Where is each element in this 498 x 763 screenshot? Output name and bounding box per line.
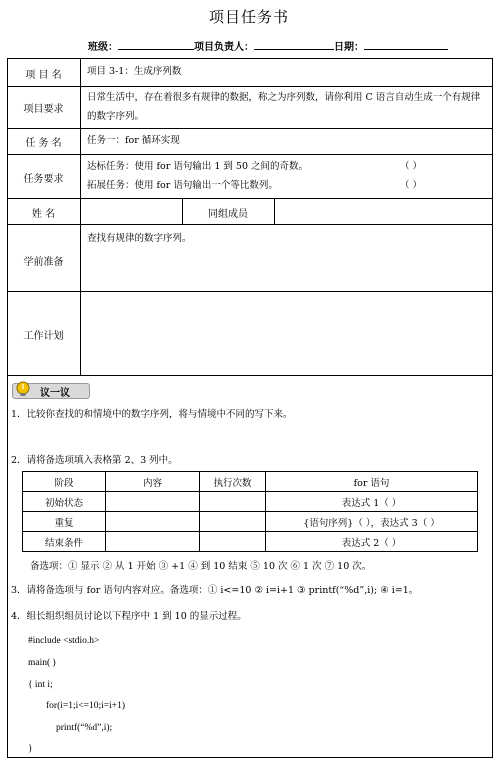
page-title: 项目任务书 (208, 8, 289, 26)
class-label: 班级： (88, 42, 118, 53)
date-field[interactable] (364, 40, 448, 50)
question-3: 3．请将备选项与 for 语句内容对应。备选项：① i<=10 ② i=i+1 ③ printf(“%d”,i); ④ i=1。 (11, 585, 419, 596)
prep-label: 学前准备 (23, 257, 64, 268)
grid-cell: 表达式 1（ ） (266, 492, 478, 512)
code-line: } (28, 744, 33, 754)
question-4: 4．组长组织组员讨论以下程序中 1 到 10 的显示过程。 (11, 611, 247, 622)
grid-input-cell[interactable] (200, 532, 266, 552)
grid-input-cell[interactable] (200, 512, 266, 532)
code-line: main( ) (28, 658, 56, 668)
code-line: for(i=1;i<=10;i=i+1) (46, 701, 126, 711)
grid-input-cell[interactable] (106, 532, 200, 552)
project-req: 日常生活中，存在着很多有规律的数据，称之为序列数，请你利用 C 语言自动生成一个有规律的数字序列。 (87, 92, 481, 122)
group-label: 同组成员 (208, 209, 248, 220)
project-req-label: 项目要求 (23, 104, 64, 115)
plan-field[interactable] (81, 292, 492, 374)
task-req-1-check[interactable]: （ ） (400, 161, 423, 172)
prep-text: 查找有规律的数字序列。 (87, 233, 192, 244)
task-req-2-check[interactable]: （ ） (400, 180, 423, 191)
project-name: 项目 3-1：生成序列数 (87, 66, 182, 77)
grid-row (23, 532, 478, 552)
plan-label: 工作计划 (23, 331, 64, 342)
group-members-field[interactable] (275, 199, 492, 223)
options-list: 备选项：① 显示 ② 从 1 开始 ③ +1 ④ 到 10 结束 ⑤ 10 次 ⑥ 1 次 ⑦ 10 次。 (30, 561, 372, 572)
class-field[interactable] (118, 40, 194, 50)
grid-input-cell[interactable] (106, 512, 200, 532)
code-line: #include <stdio.h> (28, 636, 100, 646)
question-1: 1．比较你查找的和情境中的数字序列，将与情境中不同的写下来。 (11, 409, 293, 420)
grid-row (23, 512, 478, 532)
grid-header: for 语句 (266, 472, 478, 492)
code-line: { int i; (28, 680, 53, 690)
task-req-label: 任务要求 (23, 174, 64, 185)
task-req-1: 达标任务：使用 for 语句输出 1 到 50 之间的奇数。 (87, 161, 309, 172)
task-name: 任务一：for 循环实现 (87, 135, 180, 146)
task-req-2: 拓展任务：使用 for 语句输出一个等比数列。 (87, 180, 278, 191)
task-name-label: 任 务 名 (25, 138, 62, 149)
leader-label: 项目负责人： (194, 42, 254, 53)
grid-header: 阶段 (23, 472, 106, 492)
discuss-title: 议一议 (40, 388, 70, 399)
grid-header: 执行次数 (200, 472, 266, 492)
grid-input-cell[interactable] (200, 492, 266, 512)
stage-grid (22, 471, 478, 552)
grid-cell: 初始状态 (23, 492, 106, 512)
name-label: 姓 名 (31, 209, 56, 220)
header-fields (88, 38, 448, 53)
grid-header: 内容 (106, 472, 200, 492)
date-label: 日期： (334, 42, 364, 53)
leader-field[interactable] (254, 40, 334, 50)
lightbulb-icon (14, 380, 32, 398)
project-name-label: 项 目 名 (25, 70, 62, 81)
grid-cell: {语句序列}（ ），表达式 3（ ） (266, 512, 478, 532)
grid-cell: 结束条件 (23, 532, 106, 552)
code-line: printf(“%d”,i); (56, 723, 113, 733)
grid-row (23, 492, 478, 512)
divider (7, 375, 493, 376)
grid-cell: 表达式 2（ ） (266, 532, 478, 552)
grid-input-cell[interactable] (106, 492, 200, 512)
name-field[interactable] (81, 199, 181, 223)
grid-header-row (23, 472, 478, 492)
grid-cell: 重复 (23, 512, 106, 532)
question-2: 2．请将备选项填入表格第 2、3 列中。 (11, 455, 178, 466)
